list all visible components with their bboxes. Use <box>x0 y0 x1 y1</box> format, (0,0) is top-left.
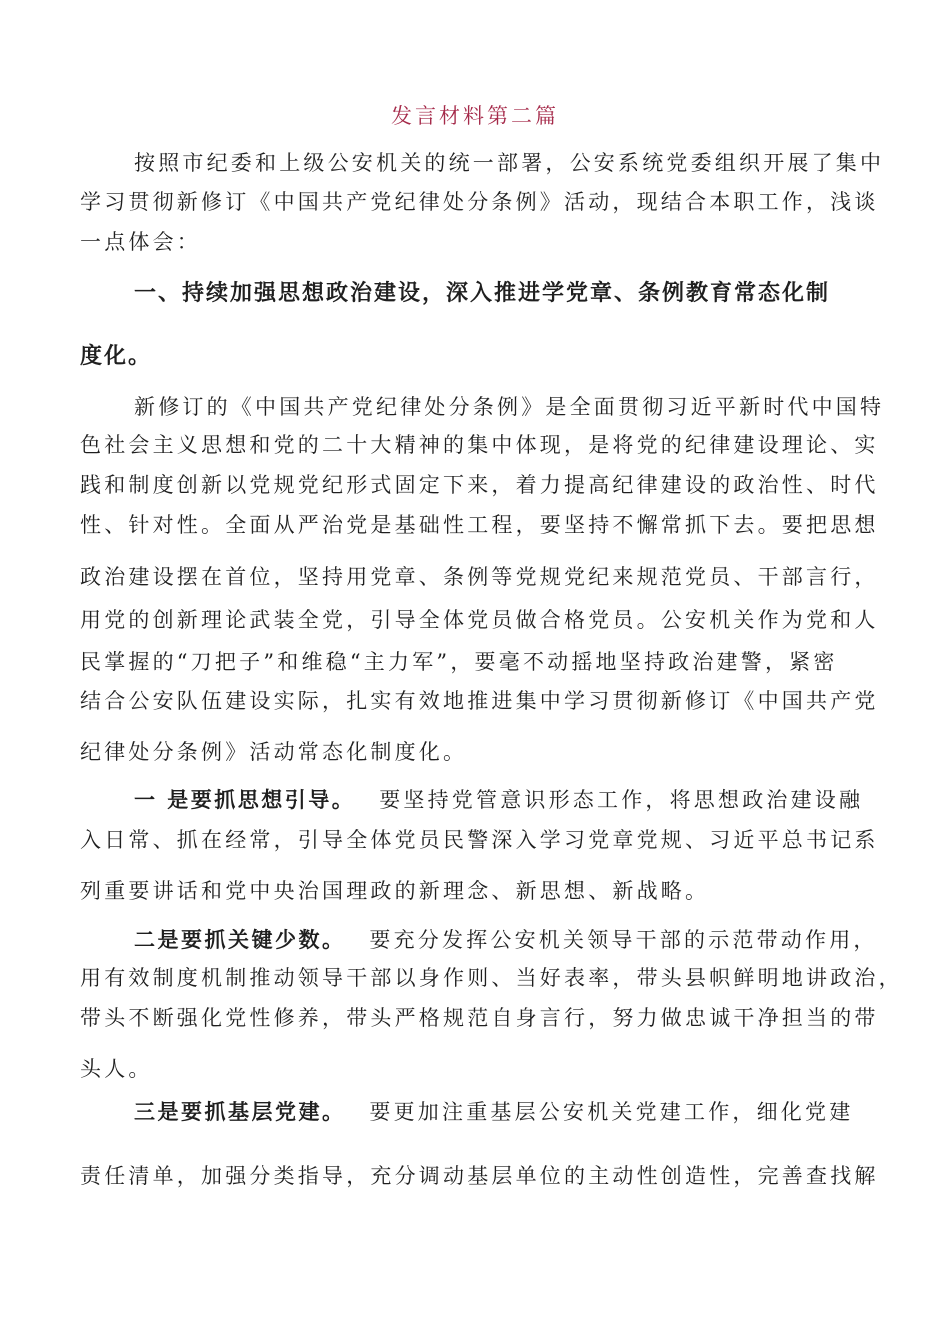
paragraph-line: 带头不断强化党性修养，带头严格规范自身言行，努力做忠诚干净担当的带 <box>80 1006 879 1030</box>
intro-line: 一点体会： <box>80 230 201 254</box>
point-three <box>134 1097 853 1127</box>
paragraph-line: 纪律处分条例》活动常态化制度化。 <box>80 740 468 764</box>
intro-line: 按照市纪委和上级公安机关的统一部署，公安系统党委组织开展了集中 <box>134 151 885 175</box>
section-heading: 度化。 <box>80 344 153 369</box>
paragraph-line: 责任清单，加强分类指导，充分调动基层单位的主动性创造性，完善查找解 <box>80 1164 879 1188</box>
paragraph-line: 结合公安队伍建设实际，扎实有效地推进集中学习贯彻新修订《中国共产党 <box>80 689 879 713</box>
paragraph-line: 政治建设摆在首位，坚持用党章、条例等党规党纪来规范党员、干部言行， <box>80 565 879 589</box>
point-label: 二是要抓关键少数。 <box>134 928 346 952</box>
point-text: 要坚持党管意识形态工作，将思想政治建设融 <box>379 788 864 812</box>
paragraph-line: 列重要讲话和党中央治国理政的新理念、新思想、新战略。 <box>80 879 710 903</box>
paragraph-line: 用有效制度机制推动领导干部以身作则、当好表率，带头县帜鲜明地讲政治， <box>80 966 903 990</box>
intro-line: 学习贯彻新修订《中国共产党纪律处分条例》活动，现结合本职工作，浅谈 <box>80 190 879 214</box>
point-two <box>134 925 878 955</box>
paragraph-line: 践和制度创新以党规党纪形式固定下来，着力提高纪律建设的政治性、时代 <box>80 473 879 497</box>
point-text: 要充分发挥公安机关领导干部的示范带动作用， <box>369 928 878 952</box>
paragraph-line: 性、针对性。全面从严治党是基础性工程，要坚持不懈常抓下去。要把思想 <box>80 513 879 537</box>
point-one <box>134 785 863 815</box>
paragraph-line: 头人。 <box>80 1057 153 1081</box>
paragraph-line: 色社会主义思想和党的二十大精神的集中体现，是将党的纪律建设理论、实 <box>80 433 879 457</box>
document-title: 发言材料第二篇 <box>391 104 559 128</box>
point-label: 一 是要抓思想引导。 <box>134 788 356 812</box>
paragraph-line: 民掌握的“刀把子”和维稳“主力军”，要毫不动摇地坚持政治建警，紧密 <box>80 650 838 674</box>
point-label: 三是要抓基层党建。 <box>134 1100 346 1124</box>
paragraph-line: 新修订的《中国共产党纪律处分条例》是全面贯彻习近平新时代中国特 <box>134 395 885 419</box>
paragraph-line: 入日常、抓在经常，引导全体党员民警深入学习党章党规、习近平总书记系 <box>80 828 879 852</box>
paragraph-line: 用党的创新理论武装全党，引导全体党员做合格党员。公安机关作为党和人 <box>80 608 879 632</box>
point-text: 要更加注重基层公安机关党建工作，细化党建 <box>369 1100 854 1124</box>
section-heading: 一、持续加强思想政治建设，深入推进学党章、条例教育常态化制 <box>134 281 831 306</box>
